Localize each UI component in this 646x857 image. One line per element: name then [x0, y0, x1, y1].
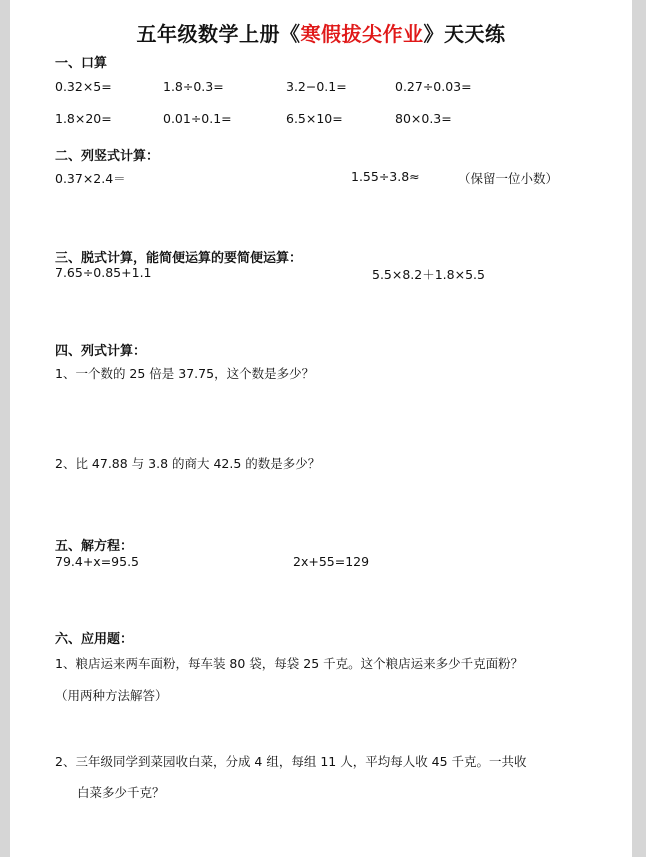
expression-question: 2、比 47.88 与 3.8 的商大 42.5 的数是多少？: [55, 456, 321, 471]
equation-item: 2x+55=129: [293, 554, 370, 569]
stepwise-item: 5.5×8.2＋1.8×5.5: [372, 267, 485, 282]
expression-question: 1、一个数的 25 倍是 37.75，这个数是多少？: [55, 366, 315, 381]
oral-item: 80×0.3=: [395, 111, 452, 126]
equation-item: 79.4+x=95.5: [55, 554, 140, 569]
section-heading-word-problems: 六、应用题：: [55, 632, 134, 647]
section-heading-equations: 五、解方程：: [55, 539, 134, 554]
word-problem: 2、三年级同学到菜园收白菜，分成 4 组，每组 11 人，平均每人收 45 千克。一共收: [55, 754, 527, 769]
page-title: [10, 18, 632, 47]
title-suffix: 》天天练: [423, 22, 506, 46]
word-problem-continued: 白菜多少千克？: [77, 785, 165, 800]
title-highlight: 寒假拔尖作业: [300, 22, 424, 46]
oral-item: 1.8×20=: [55, 111, 112, 126]
section-heading-vertical: 二、列竖式计算：: [55, 149, 160, 164]
oral-item: 0.01÷0.1=: [163, 111, 232, 126]
word-problem-note: （用两种方法解答）: [55, 688, 168, 703]
worksheet-page: [10, 0, 632, 857]
oral-item: 0.27÷0.03=: [395, 79, 472, 94]
section-heading-stepwise: 三、脱式计算，能简便运算的要简便运算：: [55, 251, 303, 266]
title-prefix: 五年级数学上册《: [136, 22, 301, 46]
oral-item: 1.8÷0.3=: [163, 79, 224, 94]
word-problem: 1、粮店运来两车面粉，每车装 80 袋，每袋 25 千克。这个粮店运来多少千克面粉？: [55, 656, 524, 671]
oral-item: 0.32×5=: [55, 79, 112, 94]
vertical-item: 0.37×2.4＝: [55, 171, 126, 186]
oral-item: 6.5×10=: [286, 111, 343, 126]
section-heading-oral: 一、口算: [55, 56, 108, 71]
stepwise-item: 7.65÷0.85+1.1: [55, 265, 152, 280]
oral-item: 3.2−0.1=: [286, 79, 347, 94]
section-heading-expression: 四、列式计算：: [55, 344, 147, 359]
vertical-item: 1.55÷3.8≈: [351, 169, 420, 184]
rounding-note: （保留一位小数）: [458, 171, 559, 186]
